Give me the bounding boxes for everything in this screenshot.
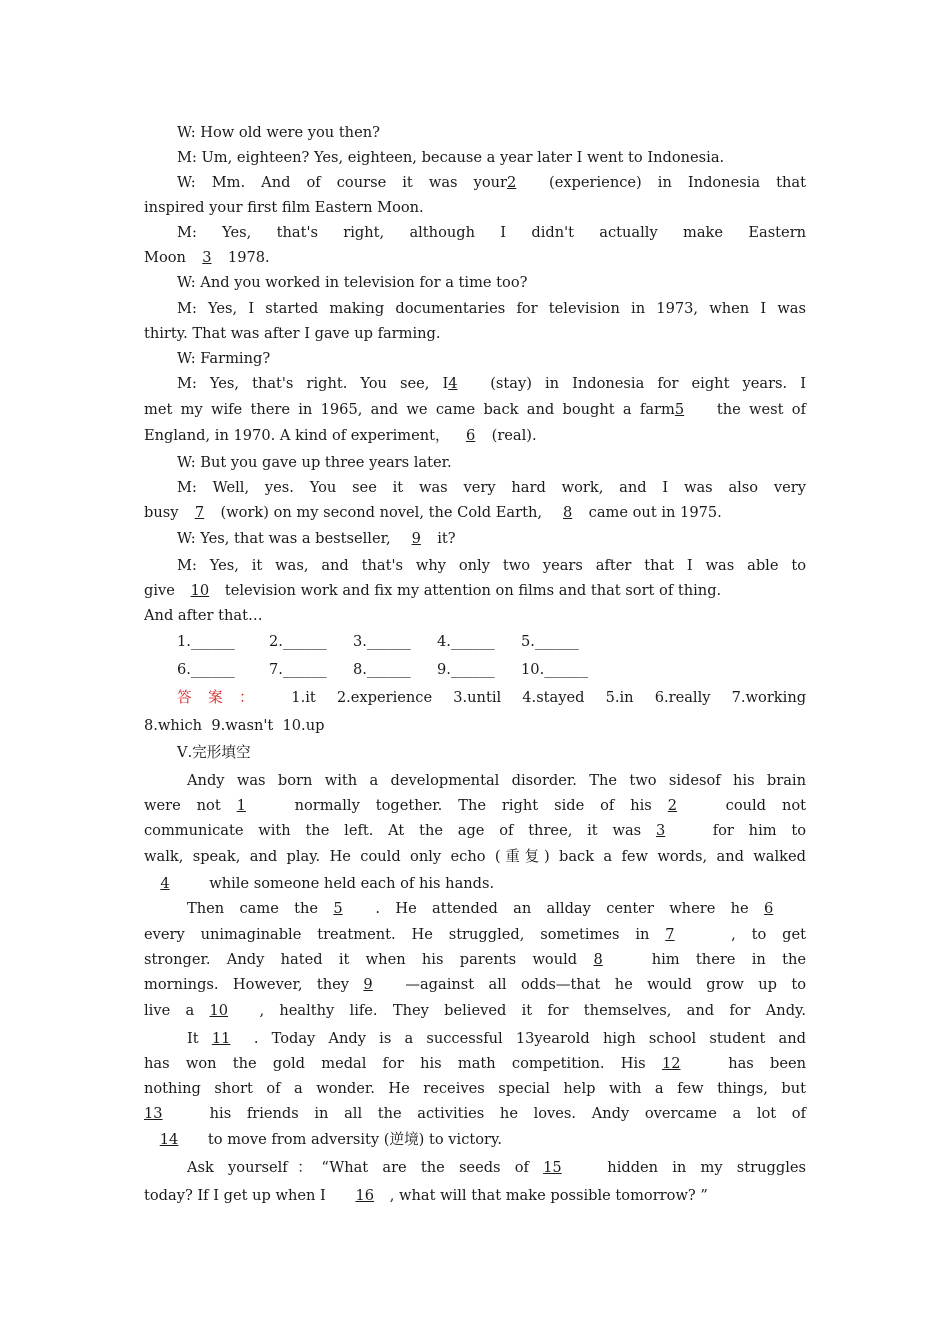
dialogue-line: M: Yes, that's right, although I didn't actually make Eastern xyxy=(177,224,807,241)
cloze-blank-11[interactable]: 11 xyxy=(211,1030,231,1047)
blank-3[interactable]: 3 xyxy=(202,249,212,266)
dialogue-line: M: Well, yes. You see it was very hard work, and I was also very xyxy=(177,479,806,496)
dialogue-line: thirty. That was after I gave up farming. xyxy=(144,325,441,342)
cloze-blank-2[interactable]: 2 xyxy=(667,797,678,814)
cloze-line: Andy was born with a developmental disorder. The two sidesof his brain xyxy=(187,772,806,789)
dialogue-line: M: Um, eighteen? Yes, eighteen, because a year later I went to Indonesia. xyxy=(177,149,725,166)
dialogue-line: met my wife there in 1965, and we came back and bought a farm5 the west of xyxy=(144,401,806,418)
cloze-blank-8[interactable]: 8 xyxy=(593,951,603,968)
dialogue-line: M: Yes, I started making documentaries for television in 1973, when I was xyxy=(177,300,806,317)
dialogue-line: busy 7 (work) on my second novel, the Cold Earth, 8 came out in 1975. xyxy=(144,504,722,521)
cloze-line: walk, speak, and play. He could only echo (重复) back a few words, and walked xyxy=(144,848,806,865)
cloze-blank-4[interactable]: 4 xyxy=(160,875,170,892)
cloze-line: 14 to move from adversity (逆境) to victory. xyxy=(144,1131,806,1149)
cloze-blank-9[interactable]: 9 xyxy=(363,976,373,993)
cloze-line: every unimaginable treatment. He struggled, sometimes in 7 , to get xyxy=(144,926,806,943)
cloze-line: today? If I get up when I 16 , what will that make possible tomorrow? ” xyxy=(144,1187,708,1204)
dialogue-line: give 10 television work and fix my attention on films and that sort of thing. xyxy=(144,582,722,599)
cloze-line: Then came the 5 . He attended an allday center where he 6 xyxy=(187,900,806,918)
blank-4[interactable]: 4 xyxy=(448,375,458,392)
blank-8[interactable]: 8 xyxy=(563,504,573,521)
cloze-line: stronger. Andy hated it when his parents would 8 him there in the xyxy=(144,951,806,968)
dialogue-line: And after that… xyxy=(144,607,263,624)
cloze-line: nothing short of a wonder. He receives special help with a few things, but xyxy=(144,1080,806,1097)
dialogue-line: W: But you gave up three years later. xyxy=(177,454,452,471)
answer-line: 答案： 1.it 2.experience 3.until 4.stayed 5.in 6.really 7.working xyxy=(177,689,807,706)
dialogue-line: inspired your first film Eastern Moon. xyxy=(144,199,424,216)
cloze-line: 13 his friends in all the activities he loves. Andy overcame a lot of xyxy=(144,1105,806,1122)
answer-line: 8.which 9.wasn't 10.up xyxy=(144,717,325,734)
cloze-blank-16[interactable]: 16 xyxy=(355,1187,375,1204)
cloze-blank-12[interactable]: 12 xyxy=(661,1055,681,1072)
cloze-line: were not 1 normally together. The right side of his 2 could not xyxy=(144,797,806,814)
blank-6[interactable]: 6 xyxy=(465,427,476,444)
blank-2[interactable]: 2 xyxy=(507,174,517,191)
dialogue-line: W: How old were you then? xyxy=(177,124,380,141)
cloze-blank-1[interactable]: 1 xyxy=(236,797,246,814)
dialogue-line: W: Farming? xyxy=(177,350,271,367)
cloze-line: live a 10 , healthy life. They believed it for themselves, and for Andy. xyxy=(144,1002,806,1019)
cloze-blank-5[interactable]: 5 xyxy=(333,900,343,917)
cloze-blank-7[interactable]: 7 xyxy=(665,926,675,943)
dialogue-line: W: Mm. And of course it was your2 (experience) in Indonesia that xyxy=(177,174,806,191)
blank-10[interactable]: 10 xyxy=(190,582,210,599)
blank-row: 1.______ 2.______ 3.______ 4.______ 5.______ xyxy=(177,633,579,650)
blank-5[interactable]: 5 xyxy=(674,401,685,418)
dialogue-line: M: Yes, that's right. You see, I4 (stay) in Indonesia for eight years. I xyxy=(177,375,806,392)
cloze-line: Ask yourself：“What are the seeds of 15 hidden in my struggles xyxy=(187,1159,806,1176)
cloze-blank-14[interactable]: 14 xyxy=(159,1131,179,1148)
cloze-line: It 11 . Today Andy is a successful 13yearold high school student and xyxy=(187,1030,806,1047)
cloze-blank-10[interactable]: 10 xyxy=(209,1002,229,1019)
blank-7[interactable]: 7 xyxy=(194,504,205,521)
blank-9[interactable]: 9 xyxy=(411,530,421,547)
cloze-blank-3[interactable]: 3 xyxy=(655,822,666,839)
answer-label: 答案： xyxy=(177,689,271,706)
cloze-line: 4 while someone held each of his hands. xyxy=(144,875,806,893)
cloze-blank-6[interactable]: 6 xyxy=(764,900,774,917)
cloze-line: communicate with the left. At the age of three, it was 3 for him to xyxy=(144,822,807,839)
cloze-blank-13[interactable]: 13 xyxy=(144,1105,163,1122)
cloze-blank-15[interactable]: 15 xyxy=(543,1159,562,1176)
blank-row: 6.______ 7.______ 8.______ 9.______ 10.______ xyxy=(177,661,588,678)
cloze-line: mornings. However, they 9 —against all odds—that he would grow up to xyxy=(144,976,806,993)
section-title: Ⅴ.完形填空 xyxy=(177,744,251,761)
dialogue-line: England, in 1970. A kind of experiment， 6 (real). xyxy=(144,427,537,444)
dialogue-line: W: And you worked in television for a time too? xyxy=(177,274,528,291)
dialogue-line: M: Yes, it was, and that's why only two years after that I was able to xyxy=(177,557,806,574)
cloze-line: has won the gold medal for his math competition. His 12 has been xyxy=(144,1055,807,1072)
dialogue-line: W: Yes, that was a bestseller, 9 it? xyxy=(177,530,456,547)
dialogue-line: Moon 3 1978. xyxy=(144,249,270,266)
